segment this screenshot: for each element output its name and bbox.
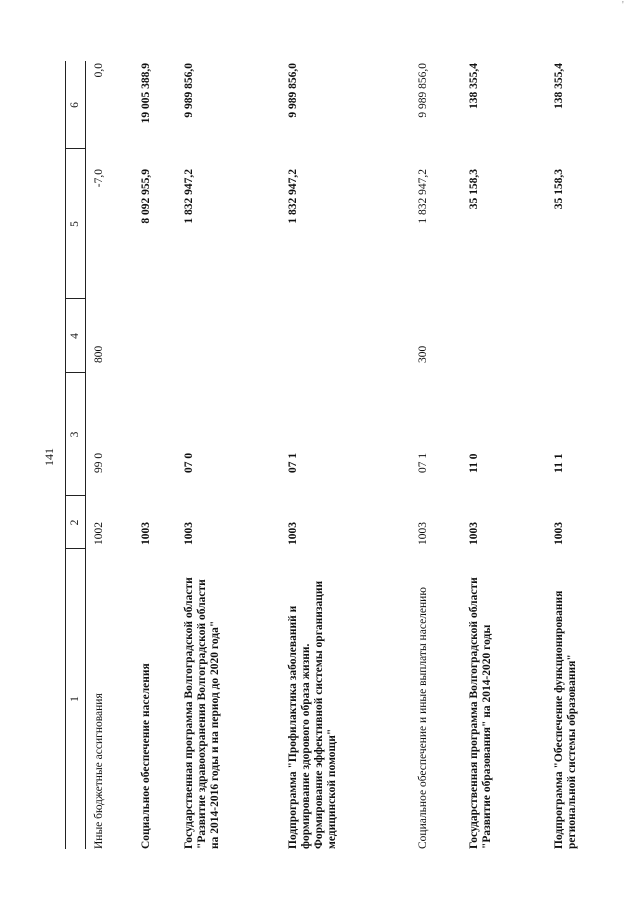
row-target: 07 1: [417, 452, 429, 473]
row-value-6: 9 989 856,0: [183, 63, 195, 118]
row-target: 07 1: [287, 452, 299, 473]
row-value-6: 138 355,4: [468, 63, 480, 109]
row-name: Социальное обеспечение и иные выплаты населению: [417, 587, 429, 849]
header-col-2: 2: [69, 519, 81, 526]
row-name: Государственная программа Волгоградской области "Развитие здравоохранения Волгоградской области на 2014-2016 годы и на период до 2020 года": [183, 577, 221, 849]
row-kind: 300: [417, 345, 429, 363]
row-target: 11 0: [468, 453, 480, 473]
header-col-4: 4: [69, 333, 81, 339]
row-name: Подпрограмма "Обеспечение функционирования региональной системы образования": [553, 590, 578, 849]
row-target: 99 0: [93, 452, 105, 473]
row-code: 1003: [183, 522, 195, 545]
row-kind: 800: [93, 345, 105, 363]
header-col-6: 6: [69, 102, 81, 108]
row-value-5: 8 092 955,9: [140, 169, 152, 224]
header-col-5: 5: [69, 221, 81, 227]
row-name: Социальное обеспечение населения: [140, 663, 152, 849]
header-col-3: 3: [69, 431, 81, 438]
row-target: 07 0: [183, 452, 195, 473]
row-value-6: 0,0: [93, 63, 105, 78]
row-value-5: 35 158,3: [468, 169, 480, 210]
corner-mark: ': [622, 0, 624, 11]
row-code: 1002: [93, 522, 105, 545]
row-value-6: 9 989 856,0: [417, 63, 429, 118]
header-bottom-border: [85, 61, 86, 849]
page-number: 141: [42, 448, 56, 466]
row-name: Государственная программа Волгоградской области "Развитие образования" на 2014-2020 годы: [468, 577, 493, 849]
row-name: Подпрограмма "Профилактика заболеваний и формирование здорового образа жизни. Формирование эффективной системы организации медицинской помощи": [287, 580, 338, 849]
row-value-5: 35 158,3: [553, 169, 565, 210]
row-code: 1003: [553, 522, 565, 545]
row-code: 1003: [417, 522, 429, 545]
table-top-border: [65, 61, 66, 849]
row-code: 1003: [468, 522, 480, 545]
row-code: 1003: [287, 522, 299, 545]
header-col-1: 1: [69, 696, 81, 702]
row-value-6: 138 355,4: [553, 63, 565, 109]
row-value-5: 1 832 947,2: [417, 169, 429, 224]
row-target: 11 1: [553, 453, 565, 473]
row-code: 1003: [140, 522, 152, 545]
row-value-5: -7,0: [93, 169, 105, 188]
row-name: Иные бюджетные ассигнования: [93, 693, 105, 849]
row-value-6: 9 989 856,0: [287, 63, 299, 118]
row-value-6: 19 005 388,9: [140, 63, 152, 124]
row-value-5: 1 832 947,2: [287, 169, 299, 224]
row-value-5: 1 832 947,2: [183, 169, 195, 224]
